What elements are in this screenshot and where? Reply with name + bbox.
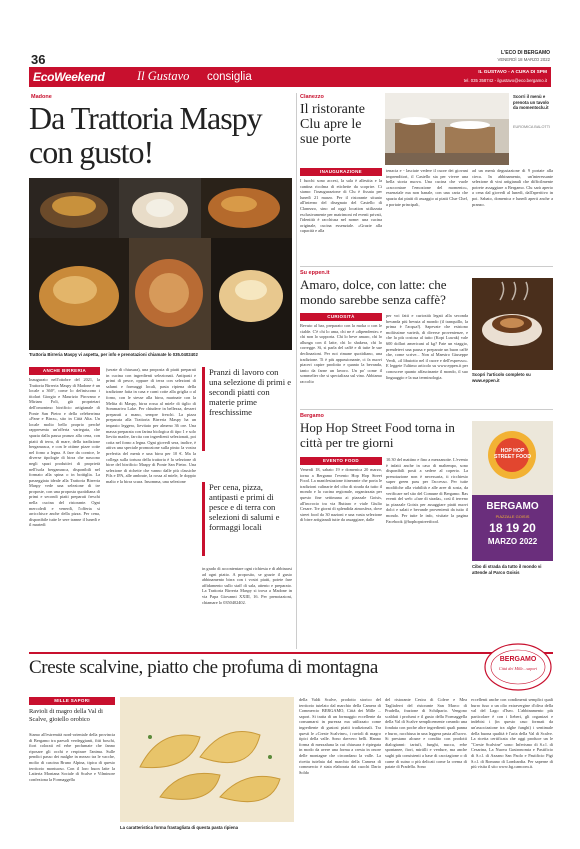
main-headline: Da Trattoria Maspy con gusto! [29, 100, 262, 170]
creste-logo-text: BERGAMO [499, 656, 537, 663]
caffe-photo [472, 278, 553, 370]
main-col3: in grado di accontentare ogni richiesta e di abbinarsi ad ogni piatto. A proposito, se grazie il gusto abbinamento birra con i vostri piatti, potete fare affidamento sullo staff di sala, attento e preparato. La Trattoria Birreria Maspy si trova a Madone in via Papa Giovanni XXIII, 16. Per prenotazioni, chiamare lo 0350402402. [202, 566, 292, 605]
clanezzo-label: INAUGURAZIONE [300, 168, 382, 176]
pullquote-1 [202, 367, 292, 451]
main-col1: Inaugurato nell'ottobre del 2021, la Trattoria Birreria Maspy di Madone è un locale a 360°, come lo definiscono i titolari Giorgio e Maurizio Pirovano e Miriam Foli, già proprietari dell'omonimo birrificio artigianale di Ponte San Pietro e della celeberrima «Pane e Birra», sito in Città Alta. Un locale molto bello proprio perché rappresenta un'offerta variegata, che spazia dalla pausa pranzo alla cena, con piatti di terra, di mare, della tradizione bergamasca, e con le ottime pizze cotte nel forno a legna. A fare da cornice, le diverse tipologie di birra che nascono negli spazi produttivi di proprietà nell'isola bergamasca, disponibili nel formato alla spina o in bottiglia. La passeggiata ideale alla Trattoria Birreria Maspy vede una selezione di tre proposte, con una proposta quotidiana di primi e secondi piatti preparati freschi nella cucina del ristorante. Ogni mercoledì e venerdì, l'offerta si arricchisce anche della pizza. Per cena, disponibile tutte le sere tranne il lunedì e il martedì [29, 377, 100, 528]
main-label: ANCHE BIRRERIA [29, 367, 100, 375]
street-food-col1: Venerdì 18, sabato 19 e domenica 20 marzo, torna a Bergamo l'evento Hop Hop Street Food. La manifestazione itinerante che porta le tradizioni culinarie del cibo di strada da tutto il mondo e la cucina regionale, organizzata per questo fine settimana ai piazzale Goisis, all'incrocio tra via Buttaro e viale Giulio Cesare. Tre giorni di splendida atmosfera, dove street food da 30 nazioni e una vasta selezione di birre artigianali tutte da assaggiare, dalle [300, 467, 382, 523]
creste-col1: Siamo all'estremità nord-orientale della provincia di Bergamo tra paesoli verdeggianti, fitti boschi, fiori colorati ed erbe profumate che fanno riposare gli occhi e respirare l'anima. Sulle pendici passo dei malghe in mezzo tra le vacche, molto di cascina Bruno Alpina, tipica di questo territorio montuoso. Con il loro buon latte la Latteria Montana Sociale di Scalve e Vilminore confeziona la Formaggella [29, 732, 115, 782]
street-food-kicker: Bergamo [300, 413, 324, 419]
creste-col2: della Valdi Scalve, prodotto storico del territorio tutelato dal marchio della Camera di Commercio BERGAMO, Città dei Mille ... sapori. Si tratta di un formaggio eccellente da consumarsi in purezza ma utilizzato come ingrediente di gustosi piatti tradizionali. Tra questi le «Creste Scalvine», i ravioli di magro tipici della valle. Sono davvero belli. Hanno forma di mezzaluna la cui chiusura è ripiegata in modo da avere una forma a cresta in onore delle montagne che circondano la valle. La ricetta tutelata dal marchio della Camera di commercio è stata elaborata dai cuochi Dario Soldo [299, 697, 381, 775]
section-right-contact: tel. 035 358742 - ilgustavo@eco.bergamo.it [463, 78, 547, 83]
creste-photo [120, 697, 294, 822]
main-photo [29, 178, 292, 350]
creste-subhead: Ravioli di magro della Val di Scalve, gioiello orobico [29, 708, 103, 723]
food-collage-image [29, 178, 292, 350]
section-band [29, 67, 551, 87]
poster-title: HOP HOP STREET FOOD [494, 448, 531, 460]
creste-col4: eccellenti anche con condimenti semplici quali burro fuso o un olio extravergine d'oliva della val del Lago d'Iseo. L'abbinamento più particolare è con i lieberi, gli organizzi e indebisi i (in questo caso formati da un'associazione tra alghe funghi) i sentimale della buona qualità è l'aria della Val di Scalve. La ricetta certificata che oggi produce un le "Creste Scalvine" sono: Inferismo di S.r.l. di Cesarina, La Nuova Gastronomia e Pastificio di S.r.l. di Azzano San Paolo e Pastificio Pigi S.r.l. di Romano di Lombardia. Per saperne di più visita il sito www.bg.camcom.it. [471, 697, 553, 770]
main-col2: (serate di chiusura), una proposta di piatti preparati in cucina con ingredienti selezionati. Antipasti e primi di pesce, oppure di terra con selezioni di salumi e formaggi locali, pasta ripiena della tradizione fatta in casa e carni cotte alla griglia o al forno, con le stesse alla birra, marinate con la Melita di Maspy, birra rossa al miele di tiglio di Sommariva Lake. Per chiudere in bellezza, dessert preparati a mano, sempre freschi. La pizza preparata alla Trattoria Birreria Maspy ha un impasto leggero, lievitato per almeno 36 ore. Una massa preparata con farina biologica di tipo 1 e solo lievito madre, farcita con ingredienti selezionati, poi cotta nel forno a legna. Ogni giovedì sera, inoltre, è attiva una speciale promozione sulla pinta: la vostra preferita del menù e una birra per 10 €. Ma la collega sulla tortura della trattoria è la selezione di birre del birrificio Maspy di Ponte San Pietro. Una selezione di richette che vanno dalle più classiche Pils e IPA, alle ambrate, la rossa al miele, le doppio malto e la birra scura. Insomma, una selezione [106, 367, 196, 484]
caffe-headline: Amaro, dolce, con latte: che mondo sarebbe senza caffè? [300, 277, 447, 307]
street-food-label: EVENTO FOOD [300, 457, 382, 465]
poster-dates: 18 19 20 [489, 521, 536, 535]
poster-month: MARZO 2022 [487, 537, 538, 546]
street-food-poster [472, 421, 553, 561]
subsection-script: Il Gustavo [137, 69, 190, 83]
clanezzo-photo-credit: EUROMICA BALOTTI [513, 125, 551, 129]
creste-label: MILLE SAPORI [29, 697, 115, 705]
section-title: EcoWeekend [33, 70, 105, 84]
street-food-headline: Hop Hop Street Food torna in città per tre giorni [300, 420, 455, 450]
issue-date: VENERDÌ 18 MARZO 2022 [497, 57, 550, 62]
subsection-title: consiglia [207, 71, 252, 83]
caffe-photo-caption: Scopri l'articolo completo su www.eppen.it [472, 372, 531, 383]
page-number: 36 [31, 52, 46, 67]
creste-col3: del ristorante Cesira di Colere e Mea Tagliaferri del ristorante San Marco di Pradella, frazione di Schilpario. Vengono scaldati i profumi e il gusto della Formaggella della Val di Scalve semplicemente creando una fondata con poche altre ingredienti quali panna e burro, racchiusa in una leggera pasta all'uovo. Si prestano alcune e condito con prodotti dialogianni: tartufi, funghi, nucca, erbe spontanee, fiori, mirtilli e verdure, ma anche sughi più consistenti a base di cacciagione o di carne di suino o più delicati come la crema di patate di Pradella. Sono [385, 697, 467, 770]
ravioli-image [120, 697, 294, 822]
coffee-cup-image [472, 278, 553, 370]
clanezzo-kicker: Clanezzo [300, 94, 324, 100]
poster-place: PIAZZALE GOISIS [495, 514, 530, 519]
clanezzo-photo-caption: Scorri il menù e prenota un tavolo da momentoclu.it [513, 94, 550, 110]
street-food-col2: 10.30 del mattino e fino a mezzanotte. L'evento è infatti anche in caso di maltempo, sono disponibili posti a sedere al coperto. La prenotazione non è necessaria, ti ricchiesto super green pass per l'accesso. Per tutte modifiche alla viabilità e alle aree di sosta, da verificare nel sito del Comune di Bergamo. Ras eventi del web: «fare di strada», così il terreno in piazzale Goisis per assaggiare piatti nuovi dolci e salati e bevande provenienti da tutto il mondo. Per tutte le info, visitate la pagina Facebook @hophopstreetfood. [386, 457, 468, 524]
pullquote-2 [202, 482, 292, 556]
clanezzo-col1: I fuochi sono accesi, la sala è allestita e la cantina ricolma di etichette da scoprire. Ci siamo: l'inaugurazione di Clu è fissata per lunedì 21 marzo. Per il ristorante situato all'interno del disegnato del Castello di Clanezzo, sino ad oggi location utilizzata esclusivamente per matrimoni ed eventi privati, l'identità è racchiusa nel nome: una cucina originale, cucina essenziale. «Grazie alla capacità e alla [300, 178, 382, 234]
poster-city: BERGAMO [486, 501, 539, 512]
caffe-col2: per voi fatti e curiosità legati alla seconda bevanda più bevuta al mondo (il tranquillo, la prima è l'acqua!). Sapevate che esistono moltissime varietà, di diverse provenienze, e che la più costosa al tutto (Kopi Luwak) vale 600 dollari americani al kg? Fate un viaggio, prendetevi una pausa e preparate un buon caffè che, come scrive... Non al Maestro Giuseppe Verdi, «il libuiotto nel il cuore e dell'espresso». E leggete l'ultimo articolo su www.eppen.it per conoscere quanto affascinante il mondo, il suo linguaggio e la sua terminologia. [386, 313, 468, 380]
clanezzo-photo [385, 93, 509, 165]
street-food-photo-caption: Cibo di strada da tutto il mondo vi attende al Parco Goisis [472, 564, 542, 575]
main-kicker: Madone [31, 94, 52, 100]
creste-headline: Creste scalvine, piatto che profuma di montagna [29, 657, 378, 678]
pullquote-2-text: Per cena, pizza, antipasti e primi di pesce e di terra con selezioni di salumi e formaggi locali [209, 482, 280, 532]
creste-logo [483, 642, 553, 692]
main-photo-caption: Trattoria Birreria Maspy vi aspetta, per info e prenotazioni chiamate lo 035.0402402 [29, 352, 198, 357]
creste-photo-caption: La caratteristica forma frastagliata di questa pasta ripiena [120, 825, 238, 830]
caffe-label: CURIOSITÀ [300, 313, 382, 321]
clanezzo-headline: Il ristorante Clu apre le sue porte [300, 102, 365, 147]
restaurant-interior-image [385, 93, 509, 165]
caffe-col1: Bevuto al bar, preparato con la moka o con le cialde. C'è chi lo ama, chi ne è «dipendente» e chi non lo sopporta. Chi lo beve amaro, chi lo allunga con il latte, chi lo shakera, chi lo corregge. Sì, si parla del caffè e di tutte le sue declinazioni. Per noi rimane quotidiano, una tradizione. Ti è più appassionante, ci fa nuovi piaceri capire prodotto e quanto la bevanda, tanto da farne un lavoro. Un po' come il sommelier che si specializza sul vino. Abbiamo raccolto [300, 323, 382, 384]
clanezzo-col2: tenacia e - lasciate vedere il cuore dei giovani imprenditori, il Castello sta per vivere una bella storia nuova. Una cucina che vuole «raccontare l'emozione del momento», essenziale ma non banale, con una carta che spazia dai piatti di assaggio ai piatti Clue Chef, a portate principali, [386, 168, 468, 207]
pullquote-1-text: Pranzi di lavoro con una selezione di primi e secondi piatti con materie prime freschissime [209, 367, 292, 417]
section-right-title: IL GUSTAVO - A CURA DI SPM [478, 70, 547, 75]
clanezzo-col3: ad un menù degustazione di 9 portate alla cieca. In abbinamento, un'interessante selezione di vini artigianali che difficilmente potrete assaggiare a Bergamo. Clu sarà aperto a cena dal giovedì al lunedì, dall'aperitivo in poi. Sabato, domenica e lunedì aperti anche a pranzo. [472, 168, 553, 207]
creste-logo-sub: Città dei Mille...sapori [498, 666, 538, 671]
newspaper-name: L'ECO DI BERGAMO [501, 50, 550, 56]
caffe-kicker: Su eppen.it [300, 270, 330, 276]
